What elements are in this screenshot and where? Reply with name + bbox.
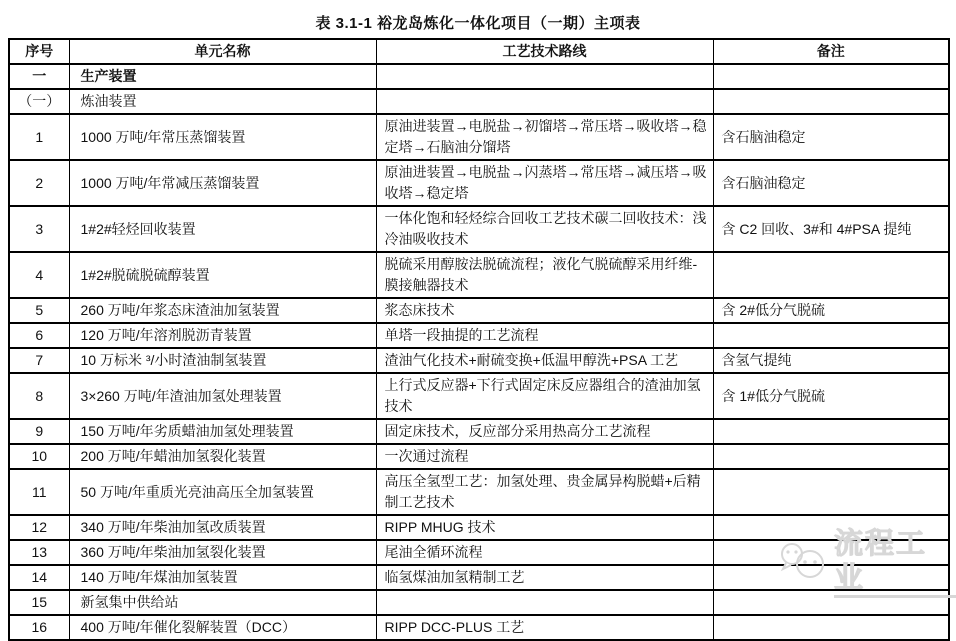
cell-unit-name: 1000 万吨/年常减压蒸馏装置: [69, 160, 376, 206]
cell-unit-name: 炼油装置: [69, 89, 376, 114]
cell-unit-name: 1#2#轻烃回收装置: [69, 206, 376, 252]
cell-unit-name: 200 万吨/年蜡油加氢裂化装置: [69, 444, 376, 469]
header-cell-process: 工艺技术路线: [376, 39, 713, 64]
cell-process: [376, 590, 713, 615]
cell-serial-no: 5: [9, 298, 69, 323]
cell-serial-no: 11: [9, 469, 69, 515]
cell-note: 含 C2 回收、3#和 4#PSA 提纯: [713, 206, 949, 252]
cell-unit-name: 140 万吨/年煤油加氢装置: [69, 565, 376, 590]
table-row: [9, 160, 949, 206]
header-row: [9, 39, 949, 64]
cell-note: 含 1#低分气脱硫: [713, 373, 949, 419]
cell-note: [713, 444, 949, 469]
cell-note: [713, 419, 949, 444]
cell-process: 原油进装置→电脱盐→闪蒸塔→常压塔→减压塔→吸收塔→稳定塔: [376, 160, 713, 206]
watermark-text: 流程工业: [834, 527, 956, 598]
cell-unit-name: 新氢集中供给站: [69, 590, 376, 615]
cell-process: RIPP DCC-PLUS 工艺: [376, 615, 713, 640]
header-cell-no: 序号: [9, 39, 69, 64]
cell-note: [713, 89, 949, 114]
cell-note: 含氢气提纯: [713, 348, 949, 373]
cell-process: 高压全氢型工艺：加氢处理、贵金属异构脱蜡+后精制工艺技术: [376, 469, 713, 515]
table-row: [9, 64, 949, 89]
cell-process: 一体化饱和轻烃综合回收工艺技术碳二回收技术：浅冷油吸收技术: [376, 206, 713, 252]
cell-serial-no: 6: [9, 323, 69, 348]
cell-process: [376, 89, 713, 114]
cell-process: 浆态床技术: [376, 298, 713, 323]
main-project-table: [8, 38, 950, 641]
table-title: 表 3.1-1 裕龙岛炼化一体化项目（一期）主项表: [315, 15, 641, 32]
table-row: [9, 114, 949, 160]
cell-unit-name: 400 万吨/年催化裂解装置（DCC）: [69, 615, 376, 640]
cell-serial-no: 7: [9, 348, 69, 373]
cell-unit-name: 1#2#脱硫脱硫醇装置: [69, 252, 376, 298]
cell-note: [713, 540, 949, 565]
header-cell-note: 备注: [713, 39, 949, 64]
cell-note: 含 2#低分气脱硫: [713, 298, 949, 323]
table-row: [9, 444, 949, 469]
cell-process: 脱硫采用醇胺法脱硫流程；液化气脱硫醇采用纤维-膜接触器技术: [376, 252, 713, 298]
cell-unit-name: 50 万吨/年重质光亮油高压全加氢装置: [69, 469, 376, 515]
table-row: [9, 89, 949, 114]
cell-serial-no: （一）: [9, 89, 69, 114]
cell-unit-name: 150 万吨/年劣质蜡油加氢处理装置: [69, 419, 376, 444]
cell-serial-no: 9: [9, 419, 69, 444]
table-row: [9, 298, 949, 323]
cell-unit-name: 生产装置: [69, 64, 376, 89]
cell-process: 一次通过流程: [376, 444, 713, 469]
cell-process: 固定床技术，反应部分采用热高分工艺流程: [376, 419, 713, 444]
cell-process: RIPP MHUG 技术: [376, 515, 713, 540]
cell-note: 含石脑油稳定: [713, 160, 949, 206]
cell-unit-name: 10 万标米 ³/小时渣油制氢装置: [69, 348, 376, 373]
cell-unit-name: 1000 万吨/年常压蒸馏装置: [69, 114, 376, 160]
cell-serial-no: 15: [9, 590, 69, 615]
cell-serial-no: 13: [9, 540, 69, 565]
cell-process: 上行式反应器+下行式固定床反应器组合的渣油加氢技术: [376, 373, 713, 419]
cell-serial-no: 一: [9, 64, 69, 89]
table-row: [9, 515, 949, 540]
cell-note: 含石脑油稳定: [713, 114, 949, 160]
cell-note: [713, 64, 949, 89]
cell-unit-name: 3×260 万吨/年渣油加氢处理装置: [69, 373, 376, 419]
cell-unit-name: 360 万吨/年柴油加氢裂化装置: [69, 540, 376, 565]
cell-serial-no: 16: [9, 615, 69, 640]
cell-serial-no: 10: [9, 444, 69, 469]
cell-serial-no: 1: [9, 114, 69, 160]
cell-unit-name: 340 万吨/年柴油加氢改质装置: [69, 515, 376, 540]
cell-serial-no: 14: [9, 565, 69, 590]
cell-process: 渣油气化技术+耐硫变换+低温甲醇洗+PSA 工艺: [376, 348, 713, 373]
table-row: [9, 206, 949, 252]
table-row: [9, 419, 949, 444]
cell-note: [713, 323, 949, 348]
cell-note: [713, 469, 949, 515]
cell-serial-no: 12: [9, 515, 69, 540]
table-row: [9, 373, 949, 419]
table-row: [9, 615, 949, 640]
table-row: [9, 469, 949, 515]
table-row: [9, 348, 949, 373]
table-row: [9, 540, 949, 565]
table-row: [9, 252, 949, 298]
cell-unit-name: 260 万吨/年浆态床渣油加氢装置: [69, 298, 376, 323]
cell-process: 尾油全循环流程: [376, 540, 713, 565]
cell-note: [713, 515, 949, 540]
cell-process: [376, 64, 713, 89]
cell-note: [713, 565, 949, 590]
table-row: [9, 590, 949, 615]
cell-process: 临氢煤油加氢精制工艺: [376, 565, 713, 590]
cell-note: [713, 252, 949, 298]
table-row: [9, 323, 949, 348]
cell-note: [713, 615, 949, 640]
header-cell-name: 单元名称: [69, 39, 376, 64]
cell-serial-no: 4: [9, 252, 69, 298]
cell-serial-no: 2: [9, 160, 69, 206]
cell-unit-name: 120 万吨/年溶剂脱沥青装置: [69, 323, 376, 348]
table-body: [9, 64, 949, 640]
cell-note: [713, 590, 949, 615]
cell-process: 原油进装置→电脱盐→初馏塔→常压塔→吸收塔→稳定塔→石脑油分馏塔: [376, 114, 713, 160]
cell-serial-no: 3: [9, 206, 69, 252]
cell-process: 单塔一段抽提的工艺流程: [376, 323, 713, 348]
table-header: [9, 39, 949, 64]
table-row: [9, 565, 949, 590]
cell-serial-no: 8: [9, 373, 69, 419]
